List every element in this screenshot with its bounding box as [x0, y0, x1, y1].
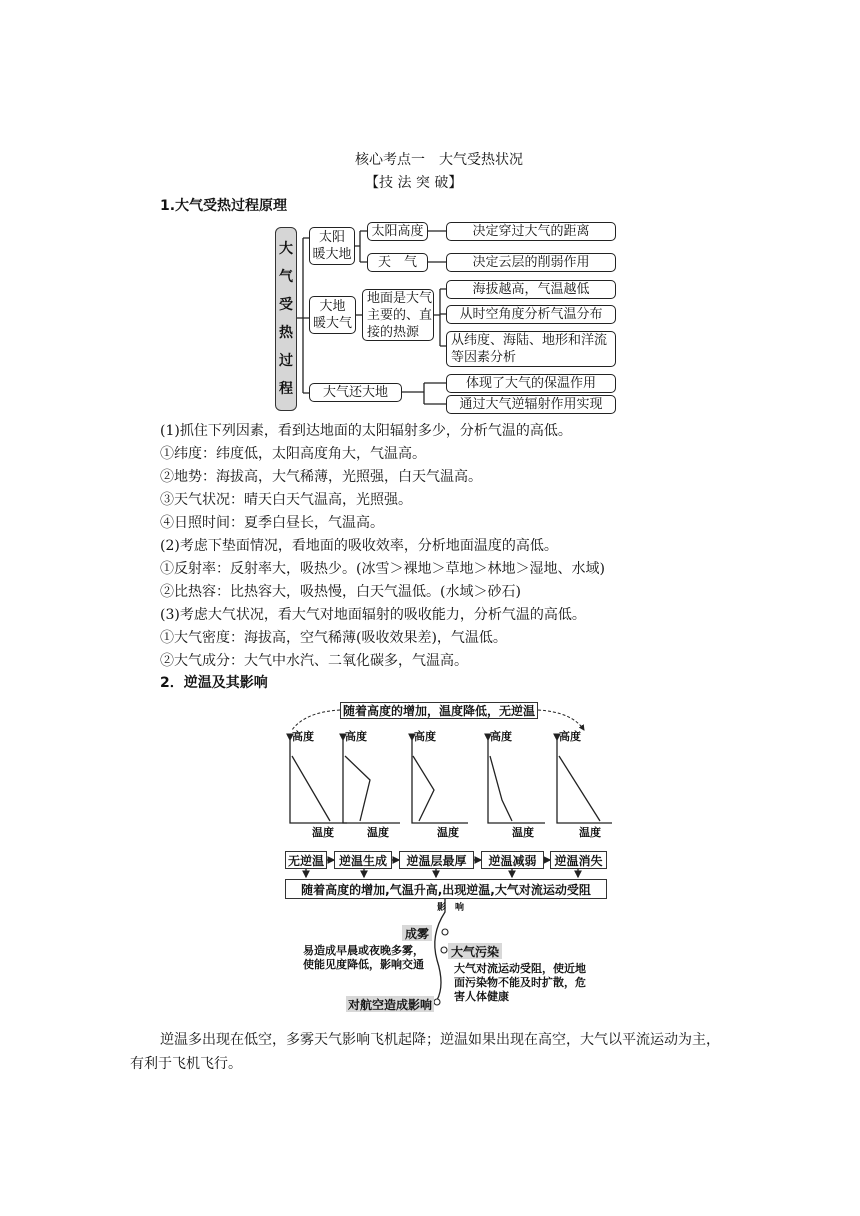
- x-axis-label: 温度: [367, 826, 389, 839]
- paragraph: ③天气状况：晴天白天气温高，光照强。: [160, 492, 412, 508]
- node-solar-altitude: 太阳高度: [367, 222, 428, 241]
- root-char: 大: [279, 241, 293, 257]
- paragraph: ④日照时间：夏季白昼长，气温高。: [160, 515, 384, 531]
- stage-inversion-weakens: 逆温减弱: [481, 851, 544, 869]
- leaf-factors: 从纬度、海陆、地形和洋流 等因素分析: [446, 331, 616, 367]
- root-char: 热: [279, 325, 293, 341]
- y-axis-label: 高度: [292, 730, 314, 743]
- section-2-title: 2．逆温及其影响: [160, 675, 268, 691]
- x-axis-label: 温度: [312, 826, 334, 839]
- leaf-cloud-weakening: 决定云层的削弱作用: [446, 253, 616, 272]
- branch-sun-warms-ground: 太阳 暖大地: [309, 227, 355, 265]
- paragraph: ②比热容：比热容大，吸热慢，白天气温低。(水域＞砂石): [160, 584, 521, 600]
- stage-inversion-disappears: 逆温消失: [550, 851, 607, 869]
- root-char: 受: [279, 297, 293, 313]
- leaf-altitude-temp: 海拔越高，气温越低: [446, 280, 616, 299]
- node-weather: 天 气: [367, 253, 428, 272]
- leaf-counter-radiation: 通过大气逆辐射作用实现: [446, 395, 616, 414]
- stage-no-inversion: 无逆温: [285, 851, 327, 869]
- x-axis-label: 温度: [437, 826, 459, 839]
- inversion-summary-box: 随着高度的增加,气温升高,出现逆温,大气对流运动受阻: [285, 879, 607, 899]
- influence-label: 影 响: [437, 903, 465, 913]
- leaf-insulation: 体现了大气的保温作用: [446, 374, 616, 393]
- y-axis-label: 高度: [490, 730, 512, 743]
- root-char: 程: [279, 381, 293, 397]
- pollution-label: 大气污染: [448, 943, 502, 959]
- section-1-title: 1.大气受热过程原理: [160, 198, 288, 214]
- paragraph: ①反射率：反射率大，吸热少。(冰雪＞裸地＞草地＞林地＞湿地、水域): [160, 561, 605, 577]
- page-title: 核心考点一 大气受热状况: [355, 152, 523, 168]
- root-char: 过: [279, 353, 293, 369]
- paragraph: ②地势：海拔高，大气稀薄，光照强，白天气温高。: [160, 469, 482, 485]
- branch-ground-warms-air: 大地 暖大气: [309, 296, 356, 334]
- x-axis-label: 温度: [579, 826, 601, 839]
- y-axis-label: 高度: [414, 730, 436, 743]
- no-inversion-summary-box: 随着高度的增加，温度降低，无逆温: [340, 702, 538, 719]
- stage-inversion-forms: 逆温生成: [334, 851, 392, 869]
- fog-description: 易造成早晨或夜晚多雾， 使能见度降低，影响交通: [303, 944, 424, 971]
- fog-label: 成雾: [402, 925, 432, 941]
- paragraph: (1)抓住下列因素，看到达地面的太阳辐射多少，分析气温的高低。: [160, 423, 572, 439]
- root-char: 气: [279, 269, 293, 285]
- paragraph: ①大气密度：海拔高，空气稀薄(吸收效果差)，气温低。: [160, 630, 507, 646]
- node-heat-source: 地面是大气 主要的、直 接的热源: [362, 289, 434, 341]
- paragraph: (2)考虑下垫面情况，看地面的吸收效率，分析地面温度的高低。: [160, 538, 558, 554]
- leaf-spatiotemporal: 从时空角度分析气温分布: [446, 305, 616, 324]
- y-axis-label: 高度: [559, 730, 581, 743]
- page-subtitle: 【技 法 突 破】: [365, 175, 463, 191]
- stage-thickest-inversion: 逆温层最厚: [399, 851, 474, 869]
- paragraph: ①纬度：纬度低，太阳高度角大，气温高。: [160, 446, 426, 462]
- y-axis-label: 高度: [345, 730, 367, 743]
- x-axis-label: 温度: [512, 826, 534, 839]
- branch-air-returns-ground: 大气还大地: [309, 383, 402, 402]
- leaf-distance: 决定穿过大气的距离: [446, 222, 616, 241]
- pollution-description: 大气对流运动受阻，使近地 面污染物不能及时扩散，危 害人体健康: [454, 962, 586, 1003]
- paragraph: ②大气成分：大气中水汽、二氧化碳多，气温高。: [160, 653, 468, 669]
- aviation-label: 对航空造成影响: [347, 997, 432, 1012]
- paragraph: (3)考虑大气状况，看大气对地面辐射的吸收能力，分析气温的高低。: [160, 607, 586, 623]
- closing-paragraph: 逆温多出现在低空，多雾天气影响飞机起降；逆温如果出现在高空，大气以平流运动为主，有利于飞机飞行。: [130, 1032, 720, 1072]
